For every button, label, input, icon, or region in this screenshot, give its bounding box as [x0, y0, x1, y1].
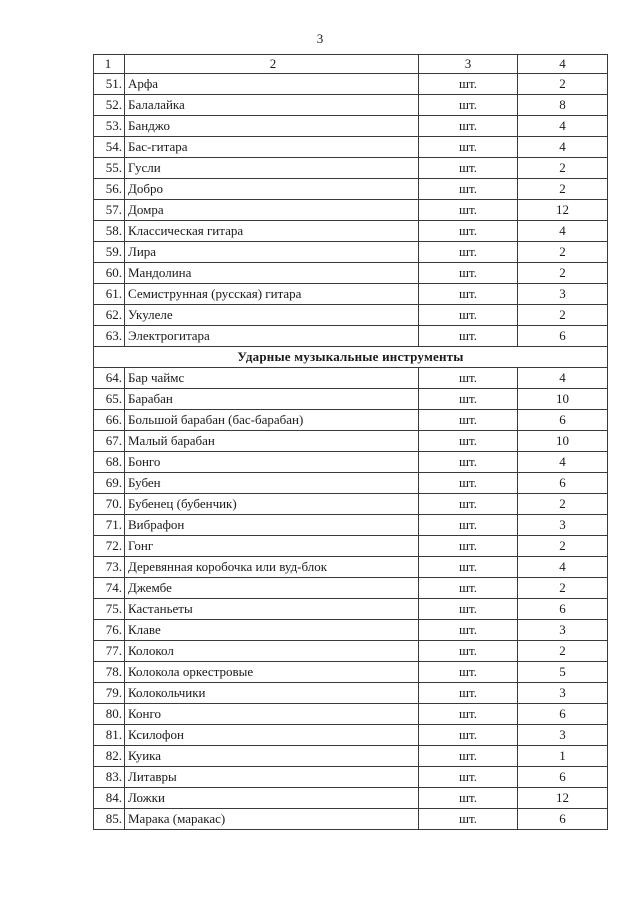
table-row [94, 641, 608, 662]
row-name: Джембе [125, 578, 419, 599]
row-unit: шт. [419, 557, 518, 578]
header-col-1: 1 [94, 55, 125, 74]
row-unit: шт. [419, 515, 518, 536]
table-row [94, 158, 608, 179]
row-unit: шт. [419, 473, 518, 494]
table-row [94, 788, 608, 809]
row-number: 52. [94, 95, 125, 116]
row-name: Семиструнная (русская) гитара [125, 284, 419, 305]
row-number: 63. [94, 326, 125, 347]
row-name: Куика [125, 746, 419, 767]
row-name: Добро [125, 179, 419, 200]
row-unit: шт. [419, 536, 518, 557]
row-unit: шт. [419, 74, 518, 95]
row-number: 77. [94, 641, 125, 662]
table-row [94, 116, 608, 137]
row-quantity: 2 [518, 158, 608, 179]
row-quantity: 4 [518, 116, 608, 137]
row-number: 82. [94, 746, 125, 767]
row-quantity: 12 [518, 788, 608, 809]
row-unit: шт. [419, 620, 518, 641]
row-quantity: 3 [518, 284, 608, 305]
row-quantity: 2 [518, 536, 608, 557]
row-number: 79. [94, 683, 125, 704]
row-unit: шт. [419, 767, 518, 788]
table-row [94, 515, 608, 536]
row-name: Малый барабан [125, 431, 419, 452]
row-quantity: 3 [518, 683, 608, 704]
table-row [94, 137, 608, 158]
row-name: Колокольчики [125, 683, 419, 704]
table-row [94, 242, 608, 263]
row-unit: шт. [419, 452, 518, 473]
row-number: 68. [94, 452, 125, 473]
row-name: Колокол [125, 641, 419, 662]
table-row [94, 536, 608, 557]
row-name: Бубен [125, 473, 419, 494]
row-name: Клаве [125, 620, 419, 641]
row-unit: шт. [419, 305, 518, 326]
row-number: 59. [94, 242, 125, 263]
row-quantity: 6 [518, 326, 608, 347]
row-unit: шт. [419, 662, 518, 683]
row-unit: шт. [419, 809, 518, 830]
row-unit: шт. [419, 368, 518, 389]
row-quantity: 6 [518, 809, 608, 830]
row-quantity: 4 [518, 452, 608, 473]
row-quantity: 3 [518, 620, 608, 641]
table-row [94, 746, 608, 767]
row-quantity: 4 [518, 368, 608, 389]
row-name: Балалайка [125, 95, 419, 116]
table-row [94, 410, 608, 431]
row-quantity: 4 [518, 557, 608, 578]
row-number: 73. [94, 557, 125, 578]
row-number: 60. [94, 263, 125, 284]
row-name: Ложки [125, 788, 419, 809]
row-name: Колокола оркестровые [125, 662, 419, 683]
row-number: 66. [94, 410, 125, 431]
row-quantity: 6 [518, 767, 608, 788]
row-unit: шт. [419, 599, 518, 620]
table-row [94, 809, 608, 830]
row-quantity: 12 [518, 200, 608, 221]
section-title: Ударные музыкальные инструменты [94, 347, 608, 368]
row-number: 78. [94, 662, 125, 683]
row-name: Бар чаймс [125, 368, 419, 389]
row-unit: шт. [419, 116, 518, 137]
table-row [94, 284, 608, 305]
table-row [94, 704, 608, 725]
row-name: Укулеле [125, 305, 419, 326]
table-row [94, 767, 608, 788]
row-name: Марака (маракас) [125, 809, 419, 830]
row-number: 51. [94, 74, 125, 95]
table-header-row [94, 55, 608, 74]
row-number: 62. [94, 305, 125, 326]
row-name: Бубенец (бубенчик) [125, 494, 419, 515]
row-name: Большой барабан (бас-барабан) [125, 410, 419, 431]
row-name: Мандолина [125, 263, 419, 284]
row-unit: шт. [419, 263, 518, 284]
row-name: Литавры [125, 767, 419, 788]
row-number: 75. [94, 599, 125, 620]
row-name: Бас-гитара [125, 137, 419, 158]
row-quantity: 1 [518, 746, 608, 767]
row-quantity: 8 [518, 95, 608, 116]
row-quantity: 2 [518, 578, 608, 599]
section-header-row [94, 347, 608, 368]
page-number: 3 [316, 31, 324, 46]
table-row [94, 263, 608, 284]
row-quantity: 2 [518, 242, 608, 263]
row-quantity: 2 [518, 263, 608, 284]
row-number: 56. [94, 179, 125, 200]
table-row [94, 494, 608, 515]
row-quantity: 4 [518, 137, 608, 158]
row-number: 81. [94, 725, 125, 746]
row-unit: шт. [419, 746, 518, 767]
table-row [94, 452, 608, 473]
row-number: 76. [94, 620, 125, 641]
table-row [94, 305, 608, 326]
row-unit: шт. [419, 326, 518, 347]
row-number: 54. [94, 137, 125, 158]
table-row [94, 725, 608, 746]
row-quantity: 2 [518, 494, 608, 515]
row-quantity: 10 [518, 389, 608, 410]
row-quantity: 4 [518, 221, 608, 242]
row-number: 84. [94, 788, 125, 809]
row-quantity: 2 [518, 305, 608, 326]
table-row [94, 620, 608, 641]
row-unit: шт. [419, 95, 518, 116]
row-name: Гонг [125, 536, 419, 557]
row-name: Электрогитара [125, 326, 419, 347]
row-unit: шт. [419, 788, 518, 809]
row-number: 53. [94, 116, 125, 137]
row-name: Гусли [125, 158, 419, 179]
row-name: Банджо [125, 116, 419, 137]
row-unit: шт. [419, 725, 518, 746]
row-unit: шт. [419, 578, 518, 599]
row-number: 57. [94, 200, 125, 221]
table-row [94, 578, 608, 599]
row-unit: шт. [419, 221, 518, 242]
row-unit: шт. [419, 683, 518, 704]
row-quantity: 6 [518, 704, 608, 725]
row-name: Домра [125, 200, 419, 221]
row-unit: шт. [419, 179, 518, 200]
row-number: 74. [94, 578, 125, 599]
row-quantity: 3 [518, 725, 608, 746]
row-unit: шт. [419, 431, 518, 452]
row-name: Ксилофон [125, 725, 419, 746]
row-quantity: 2 [518, 74, 608, 95]
table-row [94, 662, 608, 683]
table-row [94, 95, 608, 116]
row-number: 71. [94, 515, 125, 536]
row-number: 83. [94, 767, 125, 788]
table-row [94, 431, 608, 452]
table-row [94, 221, 608, 242]
row-unit: шт. [419, 284, 518, 305]
row-number: 61. [94, 284, 125, 305]
row-name: Барабан [125, 389, 419, 410]
row-number: 55. [94, 158, 125, 179]
row-number: 67. [94, 431, 125, 452]
table-row [94, 179, 608, 200]
row-name: Кастаньеты [125, 599, 419, 620]
row-unit: шт. [419, 410, 518, 431]
row-quantity: 2 [518, 641, 608, 662]
row-number: 69. [94, 473, 125, 494]
row-name: Вибрафон [125, 515, 419, 536]
header-col-3: 3 [419, 55, 518, 74]
row-unit: шт. [419, 158, 518, 179]
row-quantity: 6 [518, 599, 608, 620]
row-name: Бонго [125, 452, 419, 473]
table-row [94, 683, 608, 704]
row-unit: шт. [419, 494, 518, 515]
row-quantity: 10 [518, 431, 608, 452]
header-col-2: 2 [125, 55, 419, 74]
row-quantity: 5 [518, 662, 608, 683]
row-quantity: 6 [518, 473, 608, 494]
row-number: 58. [94, 221, 125, 242]
table-row [94, 200, 608, 221]
row-name: Деревянная коробочка или вуд-блок [125, 557, 419, 578]
row-quantity: 2 [518, 179, 608, 200]
row-number: 80. [94, 704, 125, 725]
table-row [94, 557, 608, 578]
row-unit: шт. [419, 641, 518, 662]
table-row [94, 74, 608, 95]
row-number: 70. [94, 494, 125, 515]
row-name: Лира [125, 242, 419, 263]
table-row [94, 368, 608, 389]
row-number: 72. [94, 536, 125, 557]
row-name: Конго [125, 704, 419, 725]
table-row [94, 326, 608, 347]
row-unit: шт. [419, 704, 518, 725]
row-unit: шт. [419, 242, 518, 263]
row-number: 64. [94, 368, 125, 389]
table-row [94, 473, 608, 494]
row-number: 65. [94, 389, 125, 410]
header-col-4: 4 [518, 55, 608, 74]
row-quantity: 3 [518, 515, 608, 536]
row-number: 85. [94, 809, 125, 830]
row-quantity: 6 [518, 410, 608, 431]
table-row [94, 599, 608, 620]
table-row [94, 389, 608, 410]
row-name: Классическая гитара [125, 221, 419, 242]
instrument-table [93, 54, 608, 830]
row-name: Арфа [125, 74, 419, 95]
row-unit: шт. [419, 200, 518, 221]
row-unit: шт. [419, 389, 518, 410]
table-body [94, 55, 608, 830]
row-unit: шт. [419, 137, 518, 158]
